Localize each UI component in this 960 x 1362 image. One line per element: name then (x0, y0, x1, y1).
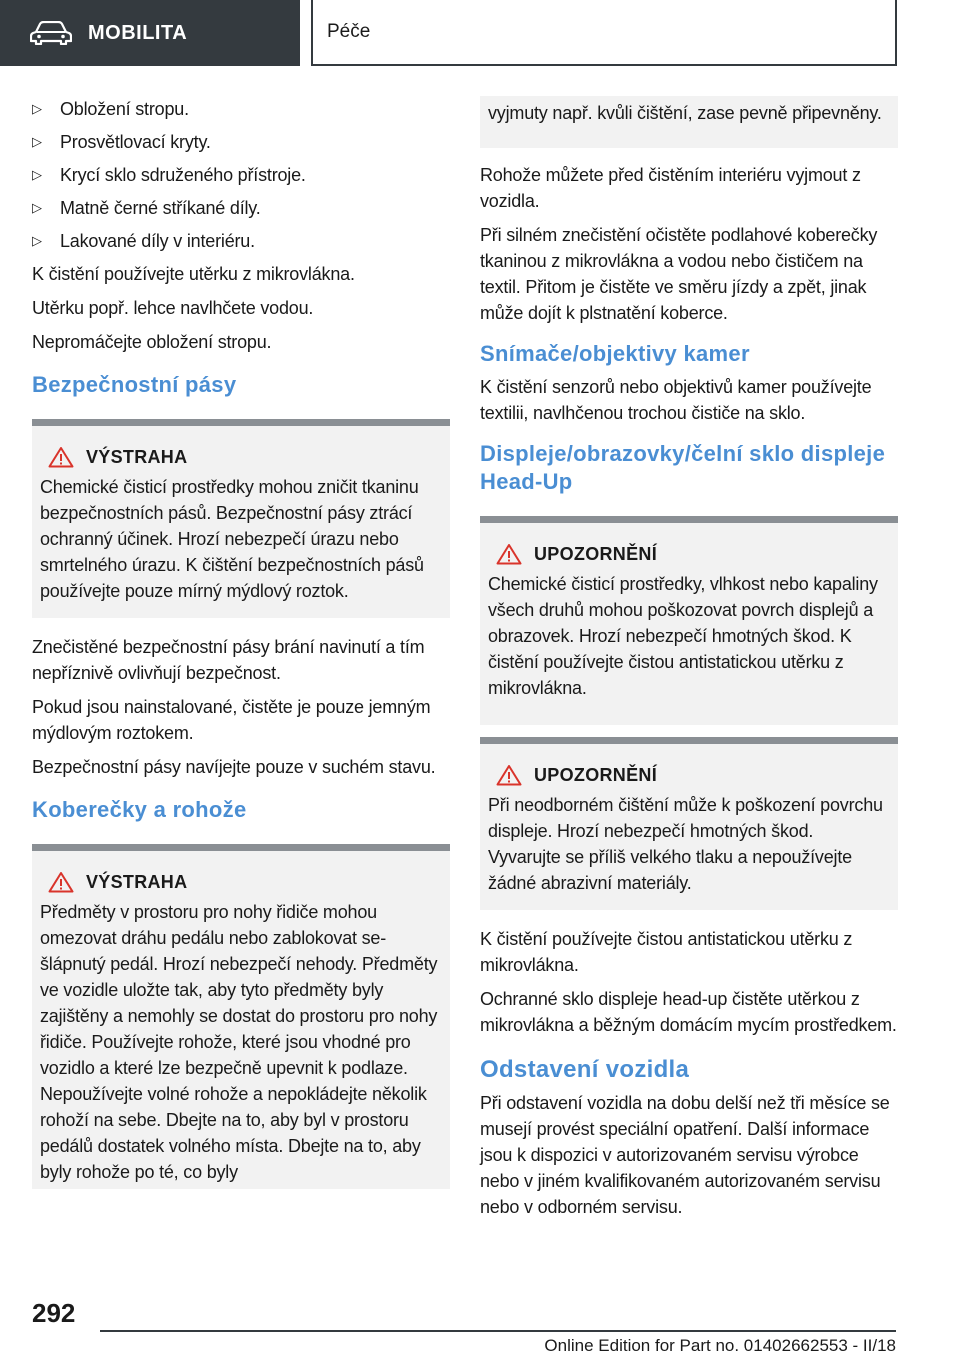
warning-title: VÝSTRAHA (86, 871, 188, 892)
paragraph: Nepromáčejte obložení stropu. (32, 332, 272, 352)
footer-edition: Online Edition for Part no. 01402662553 - II/18 (544, 1336, 896, 1355)
right-column (480, 96, 898, 1228)
notice-box (480, 737, 898, 910)
warning-box (32, 844, 450, 1189)
list-item: ▷ Matně černé stříkané díly. (32, 195, 450, 221)
warning-body: Předměty v prostoru pro nohy řidiče mohou omezovat dráhu pedálu nebo zablokovat sešlápnutý pedál. Hrozí nebezpečí nehody. Předměty ve vozidle uložte tak, aby tyto předměty byly zajištěny a nemohly se dostat do prostoru pro nohy řidiče. Používejte rohože, které jsou vhodné pro vozidlo a které lze bezpečně upevnit k podlaze. Nepoužívejte volné rohože a nepokládejte několik rohoží na sebe. Dbejte na to, aby byl v prostoru pedálů dostatek volného místa. Dbejte na to, aby byly rohože po té, co byly (40, 902, 438, 1182)
list-item: ▷ Lakované díly v interiéru. (32, 228, 450, 254)
header-chapter-tab (311, 0, 897, 66)
section-heading-displays: Displeje/obrazovky/čelní sklo displeje Head-Up (480, 441, 886, 494)
warning-triangle-icon (496, 543, 522, 565)
paragraph: Pokud jsou nainstalované, čistěte je pouze jemným mýdlovým roztokem. (32, 697, 431, 743)
paragraph: Při silném znečistění očistěte podlahové koberečky tkaninou z mikrovlákna a vodou nebo čističem na textil. Přitom je čistěte ve směru jízdy a zpět, jinak může dojít k plstnatění koberce. (480, 225, 878, 323)
paragraph: K čistění senzorů nebo objektivů kamer používejte textilii, navlhčenou trochou čističe na sklo. (480, 377, 872, 423)
section-heading-mats: Koberečky a rohože (32, 797, 247, 822)
warning-box-continued (480, 96, 898, 148)
triangle-bullet-icon: ▷ (32, 134, 42, 149)
section-heading-belts: Bezpečnostní pásy (32, 372, 237, 397)
notice-title: UPOZORNĚNÍ (534, 764, 658, 785)
header-section-title: MOBILITA (88, 21, 188, 44)
warning-body: vyjmuty např. kvůli čištění, zase pevně připevněny. (488, 103, 882, 123)
paragraph: Znečistěné bezpečnostní pásy brání navinutí a tím nepříznivě ovlivňují bezpečnost. (32, 637, 425, 683)
list-item: ▷ Krycí sklo sdruženého přístroje. (32, 162, 450, 188)
paragraph: Utěrku popř. lehce navlhčete vodou. (32, 298, 314, 318)
paragraph: K čistění používejte čistou antistatickou utěrku z mikrovlákna. (480, 929, 853, 975)
warning-triangle-icon (48, 446, 74, 468)
notice-body: Chemické čisticí prostředky, vlhkost nebo kapaliny všech druhů mohou poškozovat povrch displejů a obrazovek. Hrozí nebezpečí hmotných škod. K čistění používejte čistou antistatickou utěrku z mikrovlákna. (488, 574, 878, 698)
triangle-bullet-icon: ▷ (32, 101, 42, 116)
triangle-bullet-icon: ▷ (32, 200, 42, 215)
paragraph: Při odstavení vozidla na dobu delší než tři měsíce se musejí provést speciální opatření. Další informace jsou k dispozici v autorizovaném servisu výrobce nebo v jiném kvalifikovaném autorizovaném servisu nebo v odborném servisu. (480, 1093, 890, 1217)
warning-body: Chemické čisticí prostředky mohou zničit tkaninu bezpečnostních pásů. Bezpečnostní pásy ztrácí ochranný účinek. Hrozí nebezpečí úrazu nebo smrtelného úrazu. K čištění bezpečnostních pásů používejte pouze mírný mýdlový roztok. (40, 477, 424, 601)
car-icon (30, 21, 72, 45)
page-number: 292 (32, 1298, 76, 1328)
left-column (32, 96, 450, 1205)
paragraph: K čistění používejte utěrku z mikrovlákna. (32, 264, 355, 284)
header-chapter-title: Péče (327, 21, 371, 42)
notice-title: UPOZORNĚNÍ (534, 543, 658, 564)
paragraph: Bezpečnostní pásy navíjejte pouze v suchém stavu. (32, 757, 436, 777)
section-heading-sensors: Snímače/objektivy kamer (480, 341, 750, 366)
notice-box (480, 516, 898, 725)
section-heading-parking: Odstavení vozidla (480, 1056, 690, 1083)
notice-body: Při neodborném čištění může k poškození povrchu displeje. Hrozí nebezpečí hmotných škod. Vyvarujte se příliš velkého tlaku a nepoužívejte žádné abrazivní materiály. (488, 795, 883, 893)
warning-triangle-icon (48, 871, 74, 893)
footer-divider (100, 1330, 896, 1332)
warning-title: VÝSTRAHA (86, 446, 188, 467)
warning-box (32, 419, 450, 618)
header-section-tab (0, 0, 300, 66)
triangle-bullet-icon: ▷ (32, 233, 42, 248)
warning-triangle-icon (496, 764, 522, 786)
triangle-bullet-icon: ▷ (32, 167, 42, 182)
list-item: ▷ Prosvětlovací kryty. (32, 129, 450, 155)
paragraph: Rohože můžete před čistěním interiéru vyjmout z vozidla. (480, 165, 861, 211)
list-item: ▷ Obložení stropu. (32, 96, 450, 122)
paragraph: Ochranné sklo displeje head-up čistěte utěrkou z mikrovlákna a běžným domácím mycím prostředkem. (480, 989, 897, 1035)
